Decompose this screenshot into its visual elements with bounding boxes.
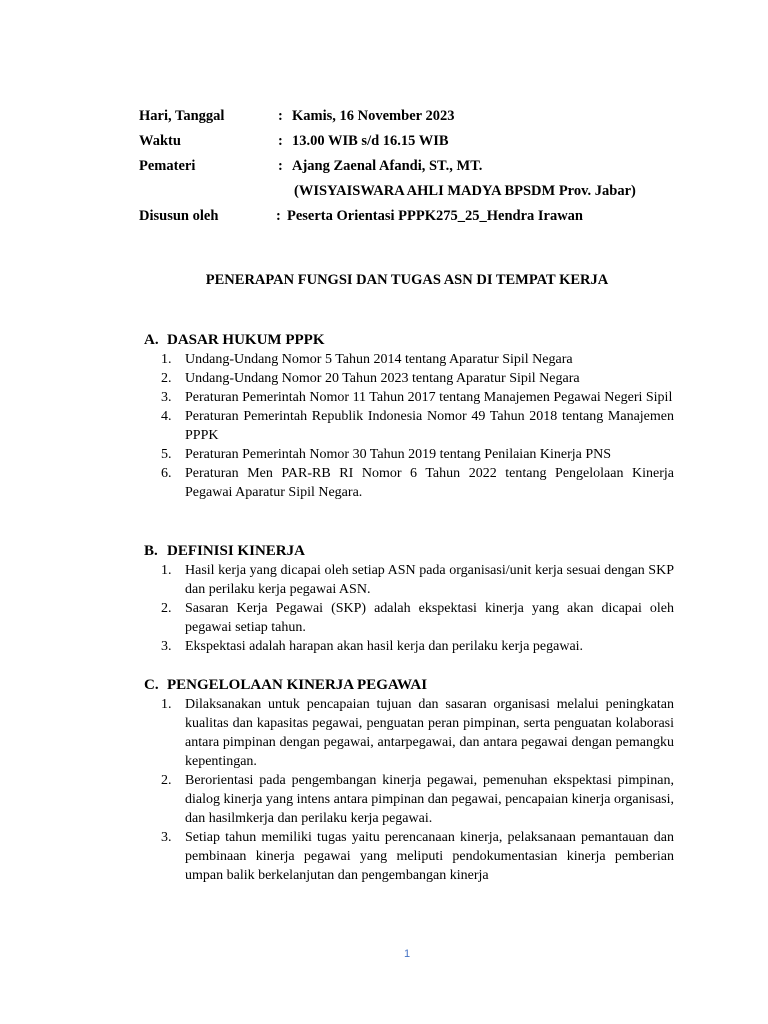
list-number: 1. <box>161 352 172 367</box>
list-text: Peraturan Pemerintah Nomor 30 Tahun 2019 tentang Penilaian Kinerja PNS <box>185 447 612 462</box>
list-number: 1. <box>161 563 172 578</box>
list-text: Dilaksanakan untuk pencapaian tujuan dan sasaran organisasi melalui peningkatan kualitas dan kapasitas pegawai, penguatan peran pimpinan, serta penguatan kolaborasi antara pimpinan dengan pegawai, antarpegawai, dan antara pegawai dengan pemangku kepentingan. <box>185 697 674 769</box>
section-heading <box>144 676 674 695</box>
list-text: Berorientasi pada pengembangan kinerja pegawai, pemenuhan ekspektasi pimpinan, dialog kinerja yang intens antara pimpinan dan pegawai, pencapaian kinerja organisasi, dan hasilmkerja dan perilaku kerja pegawai. <box>185 773 674 826</box>
list-item <box>144 561 674 599</box>
section-heading <box>144 542 674 561</box>
list-number: 1. <box>161 697 172 712</box>
list-item <box>144 695 674 771</box>
section-letter: B. <box>144 543 158 559</box>
meta-value: Ajang Zaenal Afandi, ST., MT. <box>292 158 483 174</box>
list-item <box>144 388 674 407</box>
list-number: 5. <box>161 447 172 462</box>
list-item <box>144 637 674 656</box>
list-text: Sasaran Kerja Pegawai (SKP) adalah ekspektasi kinerja yang akan dicapai oleh pegawai setiap tahun. <box>185 601 674 635</box>
meta-value: Kamis, 16 November 2023 <box>292 108 455 124</box>
list-text: Ekspektasi adalah harapan akan hasil kerja dan perilaku kerja pegawai. <box>185 639 584 654</box>
list-number: 2. <box>161 773 172 788</box>
section-list <box>144 561 674 656</box>
meta-value: (WISYAISWARA AHLI MADYA BPSDM Prov. Jabar) <box>294 183 636 199</box>
list-item <box>144 464 674 502</box>
section-definisi-kinerja <box>144 542 674 656</box>
section-list <box>144 695 674 885</box>
list-item <box>144 369 674 388</box>
meta-separator: : <box>276 208 281 224</box>
section-letter: C. <box>144 677 159 693</box>
document-title: PENERAPAN FUNGSI DAN TUGAS ASN DI TEMPAT KERJA <box>205 272 609 288</box>
list-text: Undang-Undang Nomor 20 Tahun 2023 tentang Aparatur Sipil Negara <box>185 371 580 386</box>
meta-label: Waktu <box>139 133 181 149</box>
list-number: 3. <box>161 639 172 654</box>
section-title: PENGELOLAAN KINERJA PEGAWAI <box>167 677 428 693</box>
list-text: Peraturan Men PAR-RB RI Nomor 6 Tahun 2022 tentang Pengelolaan Kinerja Pegawai Aparatur Sipil Negara. <box>185 466 674 500</box>
list-text: Undang-Undang Nomor 5 Tahun 2014 tentang Aparatur Sipil Negara <box>185 352 573 367</box>
list-item <box>144 771 674 828</box>
meta-label: Disusun oleh <box>139 208 219 224</box>
section-dasar-hukum <box>144 331 674 502</box>
meta-value: Peserta Orientasi PPPK275_25_Hendra Irawan <box>287 208 583 224</box>
list-item <box>144 350 674 369</box>
list-text: Peraturan Pemerintah Nomor 11 Tahun 2017 tentang Manajemen Pegawai Negeri Sipil <box>185 390 673 405</box>
meta-separator: : <box>278 108 283 124</box>
section-title: DEFINISI KINERJA <box>167 543 305 559</box>
list-text: Peraturan Pemerintah Republik Indonesia Nomor 49 Tahun 2018 tentang Manajemen PPPK <box>185 409 674 443</box>
section-heading <box>144 331 674 350</box>
list-text: Hasil kerja yang dicapai oleh setiap ASN pada organisasi/unit kerja sesuai dengan SKP dan perilaku kerja pegawai ASN. <box>185 563 674 597</box>
list-item <box>144 407 674 445</box>
page-number: 1 <box>403 948 411 960</box>
list-number: 2. <box>161 371 172 386</box>
list-number: 3. <box>161 390 172 405</box>
meta-value: 13.00 WIB s/d 16.15 WIB <box>292 133 449 149</box>
meta-separator: : <box>278 133 283 149</box>
section-pengelolaan-kinerja <box>144 676 674 885</box>
section-list <box>144 350 674 502</box>
list-item <box>144 828 674 885</box>
list-item <box>144 599 674 637</box>
section-title: DASAR HUKUM PPPK <box>167 332 325 348</box>
meta-label: Hari, Tanggal <box>139 108 225 124</box>
meta-separator: : <box>278 158 283 174</box>
list-number: 4. <box>161 409 172 424</box>
list-number: 2. <box>161 601 172 616</box>
meta-label: Pemateri <box>139 158 196 174</box>
list-item <box>144 445 674 464</box>
list-number: 6. <box>161 466 172 481</box>
list-number: 3. <box>161 830 172 845</box>
list-text: Setiap tahun memiliki tugas yaitu perencanaan kinerja, pelaksanaan pemantauan dan pembinaan kinerja pegawai yang meliputi pendokumentasian kinerja pemberian umpan balik berkelanjutan dan pengembangan kinerja <box>185 830 674 883</box>
section-letter: A. <box>144 332 159 348</box>
